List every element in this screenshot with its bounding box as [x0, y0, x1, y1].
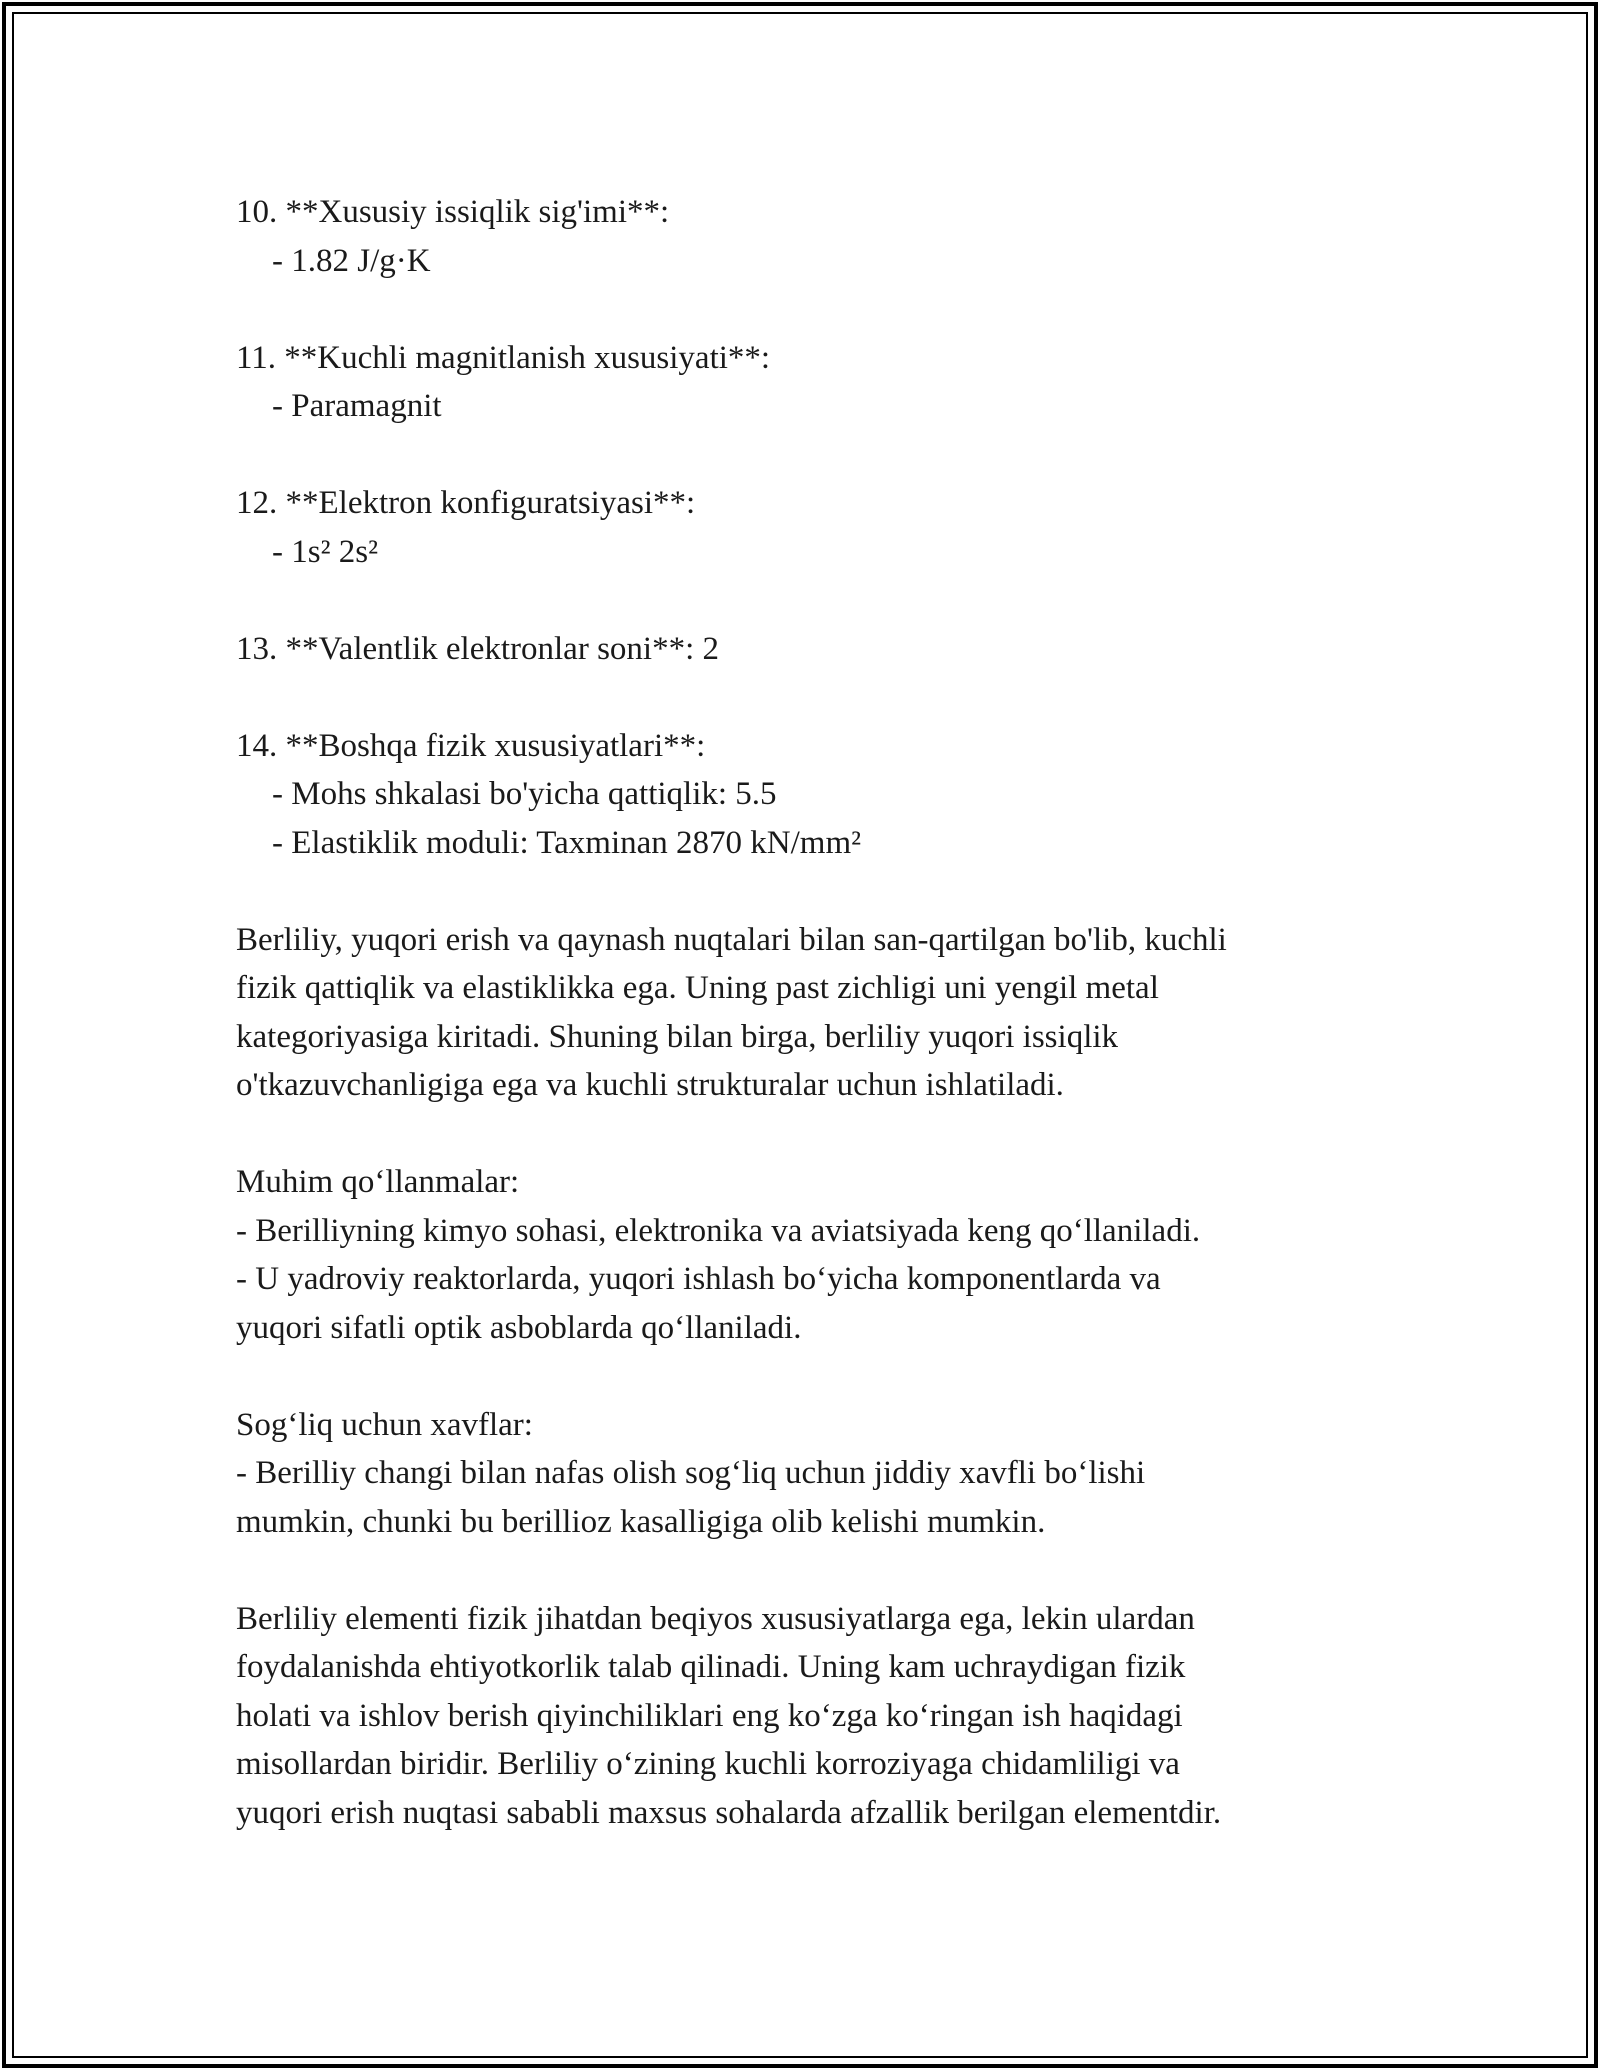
property-heading: 13. **Valentlik elektronlar soni**: 2 [236, 630, 719, 667]
section-line: yuqori sifatli optik asboblarda qo‘llaniladi. [236, 1309, 802, 1346]
section-line: - Berilliyning kimyo sohasi, elektronika va aviatsiyada keng qo‘llaniladi. [236, 1212, 1201, 1249]
property-value: - 1s² 2s² [272, 533, 378, 570]
property-item-12 [236, 479, 1376, 576]
property-item-14 [236, 722, 1376, 868]
property-item-10 [236, 188, 1376, 285]
paragraph-line: yuqori erish nuqtasi sababli maxsus sohalarda afzallik berilgan elementdir. [236, 1794, 1222, 1831]
property-value: - 1.82 J/g·K [272, 242, 431, 279]
paragraph-line: misollardan biridir. Berliliy o‘zining kuchli korroziyaga chidamliligi va [236, 1746, 1180, 1782]
conclusion-paragraph [236, 1595, 1376, 1838]
paragraph-line: holati va ishlov berish qiyinchiliklari eng ko‘zga ko‘ringan ish haqidagi [236, 1697, 1183, 1734]
property-item-13 [236, 625, 1376, 674]
property-heading: 12. **Elektron konfiguratsiyasi**: [236, 485, 696, 521]
property-item-11 [236, 334, 1376, 431]
property-heading: 10. **Xususiy issiqlik sig'imi**: [236, 194, 670, 230]
paragraph-line: Berliliy, yuqori erish va qaynash nuqtalari bilan san-qartilgan bo'lib, kuchli [236, 921, 1227, 958]
property-value: - Elastiklik moduli: Taxminan 2870 kN/mm² [272, 824, 862, 861]
paragraph-line: fizik qattiqlik va elastiklikka ega. Uning past zichligi uni yengil metal [236, 970, 1159, 1006]
property-value: - Mohs shkalasi bo'yicha qattiqlik: 5.5 [272, 776, 777, 812]
paragraph-line: o'tkazuvchanligiga ega va kuchli strukturalar uchun ishlatiladi. [236, 1067, 1064, 1103]
document-body [236, 188, 1376, 1837]
property-heading: 14. **Boshqa fizik xususiyatlari**: [236, 727, 706, 764]
summary-paragraph [236, 916, 1376, 1110]
property-value: - Paramagnit [272, 388, 442, 424]
section-line: - U yadroviy reaktorlarda, yuqori ishlash bo‘yicha komponentlarda va [236, 1261, 1161, 1297]
applications-section [236, 1158, 1376, 1352]
section-line: mumkin, chunki bu berillioz kasalligiga olib kelishi mumkin. [236, 1503, 1046, 1540]
property-heading: 11. **Kuchli magnitlanish xususiyati**: [236, 339, 771, 376]
paragraph-line: kategoriyasiga kiritadi. Shuning bilan birga, berliliy yuqori issiqlik [236, 1018, 1119, 1055]
section-line: - Berilliy changi bilan nafas olish sog‘liq uchun jiddiy xavfli bo‘lishi [236, 1455, 1146, 1491]
paragraph-line: foydalanishda ehtiyotkorlik talab qilinadi. Uning kam uchraydigan fizik [236, 1649, 1186, 1685]
paragraph-line: Berliliy elementi fizik jihatdan beqiyos xususiyatlarga ega, lekin ulardan [236, 1600, 1195, 1637]
hazards-section [236, 1401, 1376, 1547]
section-title: Muhim qo‘llanmalar: [236, 1164, 520, 1200]
section-title: Sog‘liq uchun xavflar: [236, 1406, 533, 1443]
